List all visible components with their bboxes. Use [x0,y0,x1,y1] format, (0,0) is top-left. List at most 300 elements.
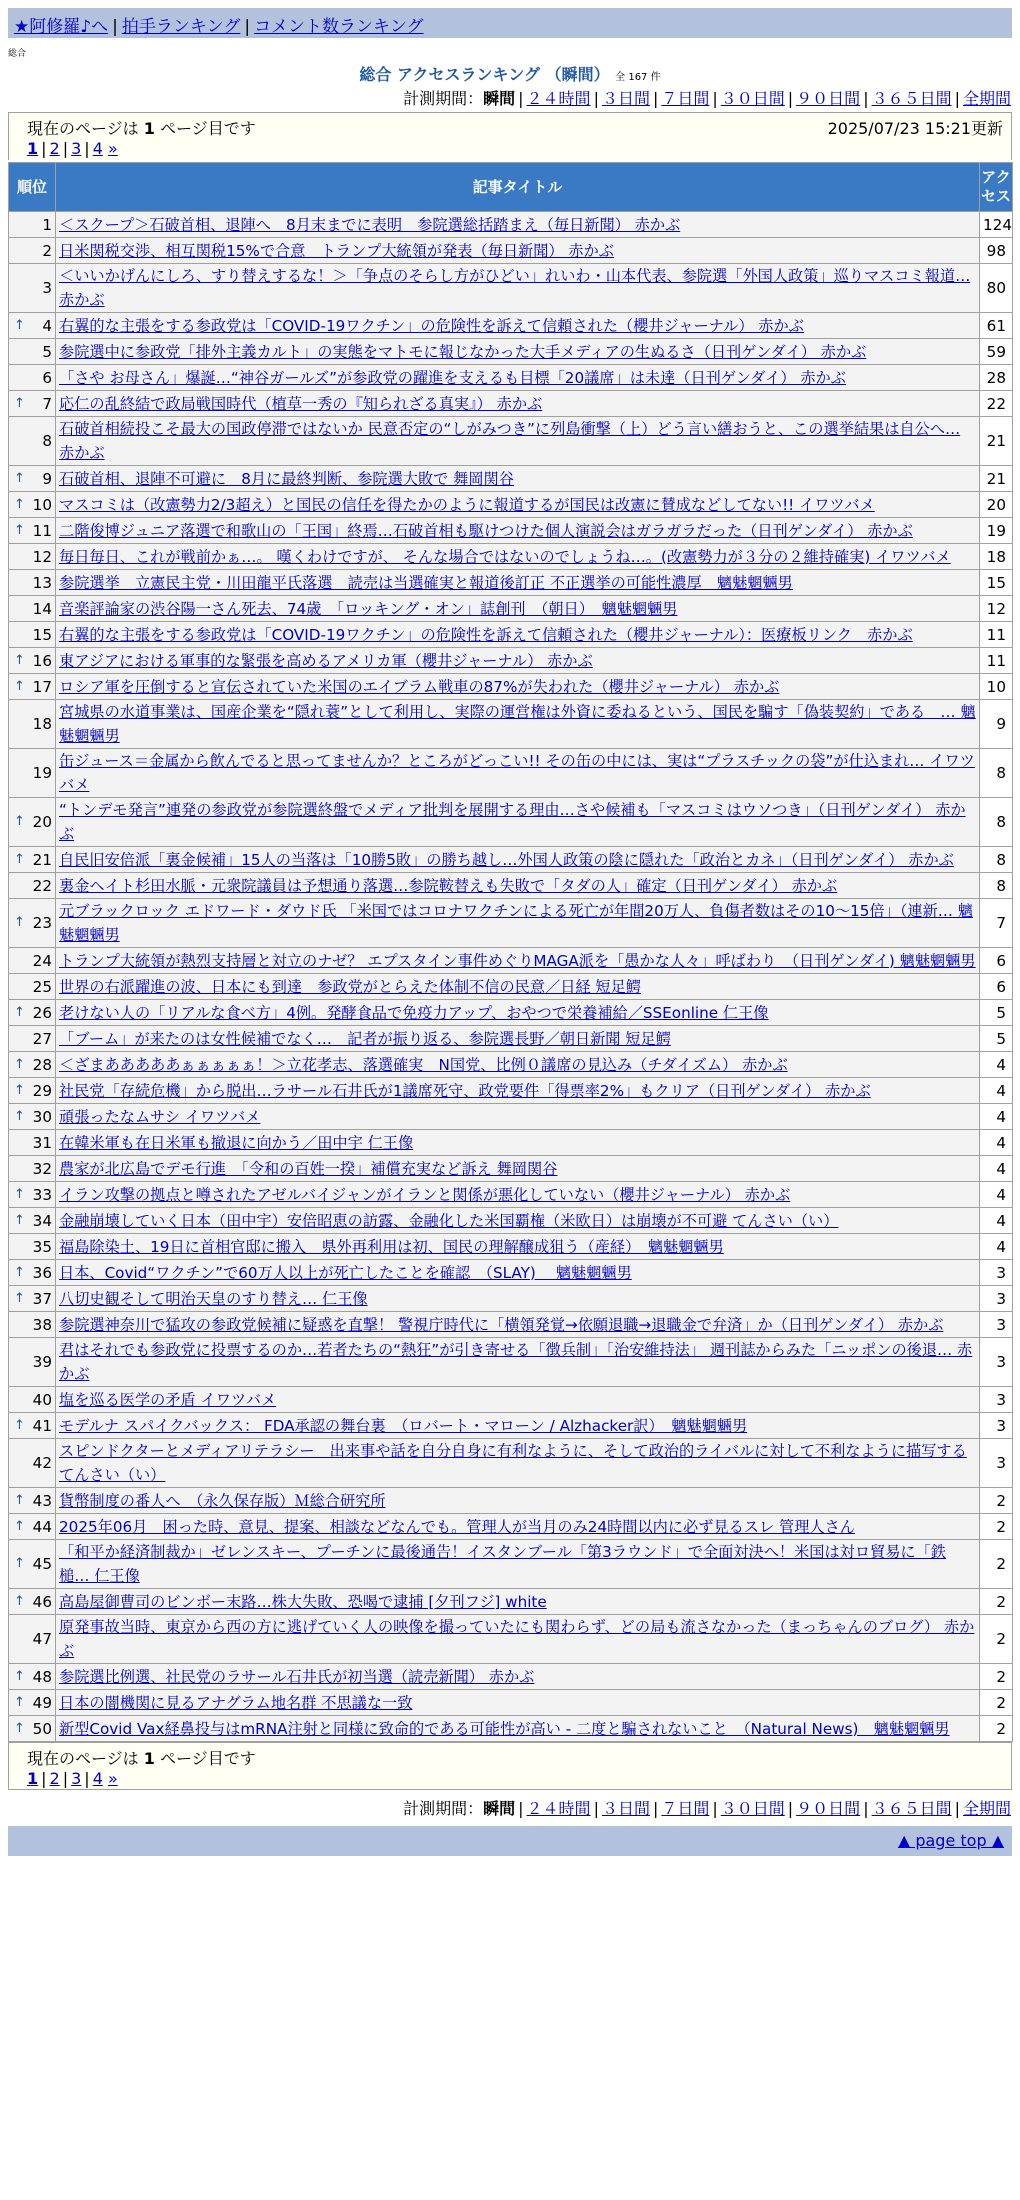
access-count: 3 [980,1286,1013,1312]
article-link[interactable]: 参院選比例選、社民党のラサール石井氏が初当選（読売新聞） 赤かぶ [59,1667,535,1686]
rank-number: 35 [32,1237,52,1256]
rank-number: 25 [32,977,52,996]
period-link-2[interactable]: ７日間 [661,89,710,108]
access-count: 59 [980,339,1013,365]
access-count: 80 [980,264,1013,313]
title-cell [56,339,980,365]
title-cell [56,873,980,899]
rank-number: 19 [32,764,52,782]
period-label: 計測期間： [403,1799,484,1818]
page-link-3[interactable]: 3 [71,1769,82,1788]
article-link[interactable]: ＜いいかげんにしろ、すり替えするな！＞「争点のそらし方がひどい」れいわ・山本代表、参院選「外国人政策」巡りマスコミ報道… 赤かぶ [59,267,971,309]
article-link[interactable]: 塩を巡る医学の矛盾 イワツバメ [59,1390,277,1409]
period-link-0[interactable]: ２４時間 [526,89,591,108]
rank-number: 42 [32,1454,52,1472]
title-cell [56,238,980,264]
table-row [9,1338,1013,1387]
article-link[interactable]: 在韓米軍も在日米軍も撤退に向かう／田中宇 仁王像 [59,1133,414,1152]
current-page-number: 1 [143,1749,155,1768]
rank-number: 2 [42,241,52,260]
title-cell [56,313,980,339]
rank-number: 41 [32,1416,52,1435]
category-tag: 総合 [8,49,27,59]
pagination-separator: | [84,139,90,158]
page-top-link[interactable]: ▲ page top ▲ [897,1831,1004,1850]
article-link[interactable]: 「和平か経済制裁か」ゼレンスキー、プーチンに最後通告！イスタンブール「第3ラウンド」で全面対決へ！米国は対ロ貿易に「鉄槌… 仁王像 [59,1543,946,1585]
column-header-rank: 順位 [9,163,56,212]
rank-cell [9,1387,56,1413]
rank-number: 6 [42,368,52,387]
table-row [9,1026,1013,1052]
rank-number: 20 [32,813,52,831]
article-link[interactable]: 八切史観そして明治天皇のすり替え… 仁王像 [59,1289,368,1308]
access-count: 5 [980,1000,1013,1026]
rank-cell [9,1104,56,1130]
rank-cell [9,1130,56,1156]
rank-number: 23 [32,914,52,932]
rank-number: 37 [32,1289,52,1308]
rank-number: 27 [32,1029,52,1048]
access-count: 22 [980,391,1013,417]
period-link-5[interactable]: ３６５日間 [871,89,952,108]
article-link[interactable]: ＜ざまあああああぁぁぁぁぁ！＞立花孝志、落選確実 N国党、比例０議席の見込み（チダイズム） 赤かぶ [59,1055,788,1074]
up-arrow-icon: ↑ [14,1593,25,1609]
table-row [9,749,1013,798]
title-cell [56,466,980,492]
table-row [9,1052,1013,1078]
rank-cell [9,1439,56,1488]
rank-number: 32 [32,1159,52,1178]
article-link[interactable]: 参院選神奈川で猛攻の参政党候補に疑惑を直撃！ 警視庁時代に「横領発覚→依願退職→退職金で弁済」か（日刊ゲンダイ） 赤かぶ [59,1315,944,1334]
rank-cell [9,339,56,365]
title-cell [56,1208,980,1234]
access-count: 3 [980,1338,1013,1387]
period-separator: | [712,89,718,108]
title-cell [56,1387,980,1413]
article-link[interactable]: 右翼的な主張をする参政党は「COVID-19ワクチン」の危険性を訴えて信頼された（櫻井ジャーナル） 赤かぶ [59,316,804,335]
article-link[interactable]: 「さや お母さん」爆誕…“神谷ガールズ”が参政党の躍進を支えるも目標「20議席」は未達（日刊ゲンダイ） 赤かぶ [59,368,846,387]
article-link[interactable]: 頑張ったなムサシ イワツバメ [59,1107,261,1126]
rank-cell [9,544,56,570]
period-link-4[interactable]: ９０日間 [796,89,861,108]
article-link[interactable]: 社民党「存続危機」から脱出…ラサール石井氏が1議席死守、政党要件「得票率2%」もクリア（日刊ゲンダイ） 赤かぶ [59,1081,871,1100]
period-separator: | [954,1799,960,1818]
title-cell [56,1312,980,1338]
table-row [9,1260,1013,1286]
rank-number: 31 [32,1133,52,1152]
access-count: 11 [980,622,1013,648]
article-link[interactable]: 日米関税交渉、相互関税15%で合意 トランプ大統領が発表（毎日新聞） 赤かぶ [59,241,614,260]
rank-cell [9,648,56,674]
up-arrow-icon: ↑ [14,522,25,538]
access-count: 61 [980,313,1013,339]
rank-number: 8 [42,432,52,450]
page-link-4[interactable]: 4 [92,139,103,158]
table-row [9,544,1013,570]
rank-number: 48 [32,1667,52,1686]
article-link[interactable]: 「ブーム」が来たのは女性候補でなく… 記者が振り返る、参院選長野／朝日新聞 短足鰐 [59,1029,671,1048]
ranking-title [0,62,1020,85]
table-header-row [9,163,1013,212]
article-link[interactable]: 日本、Covid“ワクチン”で60万人以上が死亡したことを確認 （SLAY) 魑魅魍魎男 [59,1263,632,1282]
article-link[interactable]: 裏金ヘイト杉田水脈・元衆院議員は予想通り落選…参院鞍替えも失敗で「タダの人」確定（日刊ゲンダイ） 赤かぶ [59,876,838,895]
rank-cell [9,1664,56,1690]
rank-number: 3 [42,279,52,297]
period-separator: | [518,89,524,108]
rank-cell [9,674,56,700]
table-row [9,648,1013,674]
rank-cell [9,1000,56,1026]
access-count: 4 [980,1052,1013,1078]
access-count: 2 [980,1488,1013,1514]
access-count: 11 [980,648,1013,674]
article-link[interactable]: 音楽評論家の渋谷陽一さん死去、74歳 「ロッキング・オン」誌創刊 （朝日） 魑魅魍魎男 [59,599,678,618]
rank-cell [9,1615,56,1664]
period-separator: | [518,1799,524,1818]
article-link[interactable]: 日本の闇機関に見るアナグラム地名群 不思議な一致 [59,1693,413,1712]
period-link-6[interactable]: 全期間 [962,1799,1011,1818]
article-link[interactable]: ＜スクープ＞石破首相、退陣へ 8月末までに表明 参院選総括踏まえ（毎日新聞） 赤かぶ [59,215,681,234]
rank-cell [9,264,56,313]
access-count: 4 [980,1078,1013,1104]
title-cell [56,749,980,798]
up-arrow-icon: ↑ [14,317,25,333]
period-current: 瞬間 [483,89,516,108]
rank-cell [9,417,56,466]
title-cell [56,570,980,596]
period-separator: | [863,1799,869,1818]
access-count: 7 [980,899,1013,948]
article-link[interactable]: 参院選中に参政党「排外主義カルト」の実態をマトモに報じなかった大手メディアの生ぬるさ（日刊ゲンダイ） 赤かぶ [59,342,867,361]
title-cell [56,1052,980,1078]
article-link[interactable]: 元ブラックロック エドワード・ダウド氏 「米国ではコロナワクチンによる死亡が年間20万人、負傷者数はその10～15倍」（連新… 魑魅魍魎男 [59,902,973,944]
article-link[interactable]: 二階俊博ジュニア落選で和歌山の「王国」終焉…石破首相も駆けつけた個人演説会はガラガラだった（日刊ゲンダイ） 赤かぶ [59,521,913,540]
article-link[interactable]: 東アジアにおける軍事的な緊張を高めるアメリカ軍（櫻井ジャーナル） 赤かぶ [59,651,593,670]
access-count: 9 [980,700,1013,749]
table-row [9,847,1013,873]
period-link-4[interactable]: ９０日間 [796,1799,861,1818]
access-count: 2 [980,1514,1013,1540]
article-link[interactable]: スピンドクターとメディアリテラシー 出来事や話を自分自身に有利なように、そして政治的ライバルに対して不利なように描写する てんさい（い） [59,1442,967,1484]
period-separator: | [593,89,599,108]
rank-cell [9,518,56,544]
rank-number: 29 [32,1081,52,1100]
table-row [9,1387,1013,1413]
rank-cell [9,596,56,622]
article-link[interactable]: 右翼的な主張をする参政党は「COVID-19ワクチン」の危険性を訴えて信頼された（櫻井ジャーナル）：医療板リンク 赤かぶ [59,625,913,644]
table-row [9,1000,1013,1026]
rank-cell [9,238,56,264]
period-link-1[interactable]: ３日間 [601,1799,650,1818]
table-row [9,873,1013,899]
rank-number: 14 [32,599,52,618]
nav-clap-ranking-link[interactable]: 拍手ランキング [121,17,241,37]
rank-number: 13 [32,573,52,592]
article-link[interactable]: 君はそれでも参政党に投票するのか…若者たちの“熱狂”が引き寄せる「徴兵制」「治安維持法」 週刊誌からみた「ニッポンの後退… 赤かぶ [59,1341,973,1383]
table-row [9,1664,1013,1690]
access-count: 2 [980,1690,1013,1716]
table-row [9,466,1013,492]
rank-cell [9,365,56,391]
article-link[interactable]: マスコミは（改憲勢力2/3超え）と国民の信任を得たかのように報道するが国民は改憲に賛成などしてない!! イワツバメ [59,495,875,514]
access-count: 28 [980,365,1013,391]
rank-cell [9,899,56,948]
title-cell [56,365,980,391]
rank-cell [9,1690,56,1716]
access-count: 2 [980,1716,1013,1742]
article-link[interactable]: 毎日毎日、これが戦前かぁ…。 嘆くわけですが、 そんな場合ではないのでしょうね…。(改憲勢力が３分の２維持確実) イワツバメ [59,547,951,566]
table-row [9,1312,1013,1338]
rank-number: 24 [32,951,52,970]
title-cell [56,1439,980,1488]
table-row [9,1156,1013,1182]
table-row [9,948,1013,974]
table-row [9,700,1013,749]
rank-number: 1 [42,215,52,234]
up-arrow-icon: ↑ [14,814,25,829]
pagination-separator: | [62,139,69,158]
nav-comment-ranking-link[interactable]: コメント数ランキング [254,17,424,37]
table-row [9,391,1013,417]
table-row [9,1439,1013,1488]
access-count: 6 [980,948,1013,974]
article-link[interactable]: トランプ大統領が熱烈支持層と対立のナゼ？ エプスタイン事件めぐりMAGA派を「愚かな人々」呼ばわり （日刊ゲンダイ) 魑魅魍魎男 [59,951,976,970]
bottom-bar [8,1826,1012,1856]
access-count: 4 [980,1182,1013,1208]
rank-number: 4 [42,316,52,335]
rank-cell [9,1312,56,1338]
table-row [9,1690,1013,1716]
next-page-link[interactable]: » [107,139,118,158]
up-arrow-icon: ↑ [14,678,25,694]
article-link[interactable]: 高島屋御曹司のビンボー末路…株大失敗、恐喝で逮捕 [夕刊フジ] white [59,1592,547,1611]
access-count: 3 [980,1439,1013,1488]
access-count: 3 [980,1260,1013,1286]
access-count: 4 [980,1234,1013,1260]
title-cell [56,1182,980,1208]
table-row [9,1130,1013,1156]
column-header-access: アクセス [980,163,1013,212]
title-cell [56,847,980,873]
rank-cell [9,212,56,238]
column-header-title: 記事タイトル [56,163,980,212]
rank-number: 49 [32,1693,52,1712]
access-count: 3 [980,1413,1013,1439]
rank-number: 40 [32,1390,52,1409]
page-link-2[interactable]: 2 [49,1769,60,1788]
access-count: 4 [980,1156,1013,1182]
access-count: 3 [980,1312,1013,1338]
rank-cell [9,1026,56,1052]
title-cell [56,596,980,622]
article-link[interactable]: ロシア軍を圧倒すると宣伝されていた米国のエイブラム戦車の87%が失われた（櫻井ジャーナル） 赤かぶ [59,677,780,696]
ranking-table [8,162,1013,1742]
article-link[interactable]: 参院選挙 立憲民主党・川田龍平氏落選 読売は当選確実と報道後訂正 不正選挙の可能性濃厚 魑魅魍魎男 [59,573,793,592]
up-arrow-icon: ↑ [14,1694,25,1710]
rank-number: 9 [42,469,52,488]
table-row [9,899,1013,948]
current-page-text: 現在のページは 1 ページ目です [27,1749,256,1768]
next-page-link[interactable]: » [107,1769,118,1788]
period-link-3[interactable]: ３０日間 [720,89,785,108]
table-row [9,1208,1013,1234]
period-link-2[interactable]: ７日間 [661,1799,710,1818]
page-link-1[interactable]: 1 [27,139,39,158]
access-count: 4 [980,1104,1013,1130]
rank-number: 18 [32,715,52,733]
title-cell [56,1000,980,1026]
period-separator: | [652,89,659,108]
up-arrow-icon: ↑ [14,1290,25,1306]
article-link[interactable]: 原発事故当時、東京から西の方に逃げていく人の映像を撮っていたにも関わらず、どの局も流さなかった（まっちゃんのブログ） 赤かぶ [59,1618,975,1660]
period-link-0[interactable]: ２４時間 [526,1799,591,1818]
article-link[interactable]: 世界の右派躍進の波、日本にも到達 参政党がとらえた体制不信の民意／日経 短足鰐 [59,977,641,996]
rank-number: 5 [42,342,52,361]
title-cell [56,1286,980,1312]
period-link-5[interactable]: ３６５日間 [871,1799,952,1818]
title-cell [56,622,980,648]
rank-cell [9,749,56,798]
article-link[interactable]: イラン攻撃の拠点と噂されたアゼルバイジャンがイランと関係が悪化していない（櫻井ジャーナル） 赤かぶ [59,1185,791,1204]
access-count: 19 [980,518,1013,544]
up-arrow-icon: ↑ [14,1264,25,1280]
rank-number: 11 [32,521,52,540]
rank-cell [9,391,56,417]
article-link[interactable]: 福島除染土、19日に首相官邸に搬入 県外再利用は初、国民の理解醸成狙う（産経） 魑魅魍魎男 [59,1237,724,1256]
access-count: 8 [980,873,1013,899]
table-row [9,570,1013,596]
ranking-title-text: 総合 アクセスランキング （瞬間） [359,65,610,84]
title-cell [56,264,980,313]
article-link[interactable]: 金融崩壊していく日本（田中宇）安倍昭恵の訪露、金融化した米国覇権（米欧日）は崩壊が不可避 てんさい（い） [59,1211,839,1230]
up-arrow-icon: ↑ [14,470,25,486]
rank-number: 47 [32,1630,52,1648]
table-row [9,674,1013,700]
period-selector-bottom [403,1796,1011,1819]
article-link[interactable]: 新型Covid Vax経鼻投与はmRNA注射と同様に致命的である可能性が高い - 二度と騙されないこと （Natural News) 魑魅魍魎男 [59,1719,950,1738]
page-link-2[interactable]: 2 [49,139,60,158]
up-arrow-icon: ↑ [14,1108,25,1124]
rank-cell [9,1514,56,1540]
page-link-4[interactable]: 4 [92,1769,103,1788]
access-count: 6 [980,974,1013,1000]
table-row [9,1104,1013,1130]
article-link[interactable]: 石破首相続投こそ最大の国政停滞ではないか 民意否定の“しがみつき”に列島衝撃（上）どう言い繕おうと、この選挙結果は自公へ… 赤かぶ [59,420,961,462]
article-link[interactable]: 2025年06月 困った時、意見、提案、相談などなんでも。管理人が当月のみ24時間以内に必ず見るスレ 管理人さん [59,1517,855,1536]
rank-number: 36 [32,1263,52,1282]
rank-cell [9,1488,56,1514]
rank-number: 38 [32,1315,52,1334]
access-count: 3 [980,1387,1013,1413]
table-row [9,212,1013,238]
period-link-3[interactable]: ３０日間 [720,1799,785,1818]
access-count: 21 [980,417,1013,466]
period-separator: | [787,1799,794,1818]
article-link[interactable]: 老けない人の「リアルな食べ方」4例。発酵食品で免疫力アップ、おやつで栄養補給／SSEonline 仁王像 [59,1003,769,1022]
title-cell [56,1540,980,1589]
page-link-1[interactable]: 1 [27,1769,39,1788]
pagination [27,139,118,158]
article-link[interactable]: 貨幣制度の番人へ （永久保存版）Ｍ総合研究所 [59,1491,386,1510]
pagination [27,1769,118,1788]
table-row [9,1716,1013,1742]
rank-cell [9,1589,56,1615]
title-cell [56,492,980,518]
access-count: 2 [980,1589,1013,1615]
access-count: 8 [980,798,1013,847]
article-link[interactable]: 応仁の乱終結で政局戦国時代（植草一秀の『知られざる真実』） 赤かぶ [59,394,543,413]
rank-cell [9,466,56,492]
article-link[interactable]: 石破首相、退陣不可避に 8月に最終判断、参院選大敗で 舞岡関谷 [59,469,514,488]
article-link[interactable]: “トンデモ発言”連発の参政党が参院選終盤でメディア批判を展開する理由…さや候補も「マスコミはウソつき」（日刊ゲンダイ） 赤かぶ [59,801,966,843]
rank-cell [9,1052,56,1078]
table-row [9,1615,1013,1664]
access-count: 4 [980,1130,1013,1156]
title-cell [56,1078,980,1104]
title-cell [56,1026,980,1052]
rank-cell [9,1208,56,1234]
nav-separator: | [244,17,251,37]
period-link-6[interactable]: 全期間 [962,89,1011,108]
up-arrow-icon: ↑ [14,1186,25,1202]
pagination-separator: | [41,1769,47,1788]
current-page-number: 1 [143,119,155,138]
title-cell [56,1260,980,1286]
rank-cell [9,948,56,974]
article-link[interactable]: 宮城県の水道事業は、国産企業を“隠れ蓑”として利用し、実際の運営権は外資に委ねるという、国民を騙す「偽装契約」である … 魑魅魍魎男 [59,703,976,745]
table-row [9,1514,1013,1540]
up-arrow-icon: ↑ [14,1004,25,1020]
title-cell [56,417,980,466]
article-link[interactable]: モデルナ スパイクバックス： FDA承認の舞台裏 （ロバート・マローン / Alzhacker訳） 魑魅魍魎男 [59,1416,748,1435]
period-link-1[interactable]: ３日間 [601,89,650,108]
title-cell [56,1156,980,1182]
article-link[interactable]: 農家が北広島でデモ行進 「令和の百姓一揆」補償充実など訴え 舞岡関谷 [59,1159,558,1178]
rank-number: 26 [32,1003,52,1022]
up-arrow-icon: ↑ [14,1492,25,1508]
up-arrow-icon: ↑ [14,1212,25,1228]
title-cell [56,1664,980,1690]
rank-number: 10 [32,495,52,514]
table-row [9,1286,1013,1312]
nav-home-link[interactable]: ★阿修羅♪へ [14,17,109,37]
up-arrow-icon: ↑ [14,851,25,867]
table-row [9,417,1013,466]
page-link-3[interactable]: 3 [71,139,82,158]
rank-cell [9,1078,56,1104]
rank-number: 39 [32,1353,52,1371]
rank-cell [9,1286,56,1312]
rank-number: 45 [32,1555,52,1573]
article-link[interactable]: 自民旧安倍派「裏金候補」15人の当落は「10勝5敗」の勝ち越し…外国人政策の陰に隠れた「政治とカネ」（日刊ゲンダイ） 赤かぶ [59,850,954,869]
rank-cell [9,1234,56,1260]
table-row [9,339,1013,365]
access-count: 15 [980,570,1013,596]
table-row [9,365,1013,391]
title-cell [56,1413,980,1439]
article-link[interactable]: 缶ジュース＝金属から飲んでると思ってませんか？ところがどっこい!! その缶の中には、実は“プラスチックの袋”が仕込まれ… イワツバメ [59,752,975,794]
period-separator: | [652,1799,659,1818]
rank-cell [9,700,56,749]
table-row [9,974,1013,1000]
rank-cell [9,1716,56,1742]
rank-number: 33 [32,1185,52,1204]
access-count: 5 [980,1026,1013,1052]
title-cell [56,1589,980,1615]
rank-number: 46 [32,1592,52,1611]
current-page-text: 現在のページは 1 ページ目です [27,119,256,138]
table-row [9,264,1013,313]
